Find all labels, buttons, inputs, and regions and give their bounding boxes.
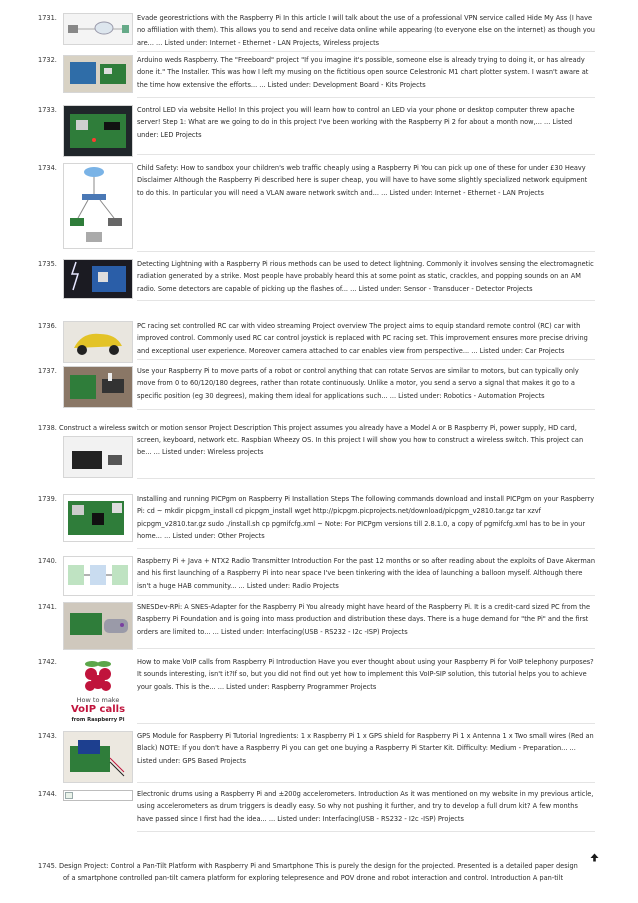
entry-number: 1735. xyxy=(38,260,57,268)
entry-description: GPS Module for Raspberry Pi Tutorial Ingredients: 1 x Raspberry Pi 1 x GPS shield for Raspberry Pi 1 x Antenna 1 x Two small wires (Red an Black) NOTE: If you don't have a Raspberry Pi you can get one buying a Raspberry Pi Starter Kit. Difficulty: Medium - Preparation... ... Listed under: GPS Based Projects xyxy=(137,732,594,765)
entry-title-line xyxy=(38,422,598,434)
raspberry-pi-board-image xyxy=(64,495,132,541)
entry-number: 1745. xyxy=(38,862,57,870)
snes-adapter-image xyxy=(64,603,132,649)
separator xyxy=(137,409,595,410)
entry-description-first-line: Construct a wireless switch or motion sensor Project Description This project assumes you already have a Model A or B Raspberry Pi, power supply, HD card, xyxy=(59,424,577,432)
separator xyxy=(137,723,595,724)
entry-thumbnail[interactable] xyxy=(63,259,133,299)
entry-thumbnail[interactable] xyxy=(63,436,133,478)
entry-number: 1740. xyxy=(38,557,57,565)
entry-description: Evade georestrictions with the Raspberry Pi In this article I will talk about the use of a professional VPN service called Hide My Ass (I have no affiliation with them). This allows you to send and receive data online while appearing (to everyone else on the internet) as though you are... ... Listed under: Internet - Ethernet - LAN Projects, Wireless projects xyxy=(137,14,595,47)
entry-number: 1741. xyxy=(38,603,57,611)
entry-description: Use your Raspberry Pi to move parts of a robot or control anything that can rotate Servos are similar to motors, but can typically only move from 0 to 60/120/180 degrees, rather than rotate continuously. Unlike a motor, you send a servo a signal that makes it go to a specific position (eg 30 degrees), making them ideal for applications such... ... Listed under: Robotics - Automation Projects xyxy=(137,367,579,400)
entry-thumbnail[interactable] xyxy=(63,55,133,93)
entry-thumbnail[interactable] xyxy=(63,494,133,542)
entry-description: Electronic drums using a Raspberry Pi and ±200g accelerometers. Introduction As it was mentioned on my website in my previous article, using accelerometers as drum triggers is deadly easy. So why not pushing it further, and try to develop a full drum kit? A few months have passed since I first had the idea... ... Listed under: Interfacing(USB - RS232 - I2c -ISP) Projects xyxy=(137,790,594,823)
entry-description: PC racing set controlled RC car with video streaming Project overview The project aims to equip standard remote control (RC) car with improved control. Commonly used RC car control joystick is replaced with PC racing set. This improvement ensures more precise driving and exceptional user experience. Moreover camera attached to car enables view from perspective... ... Listed under: Car Projects xyxy=(137,322,588,355)
entry-number: 1734. xyxy=(38,164,57,172)
entry-number: 1733. xyxy=(38,106,57,114)
separator xyxy=(137,251,595,252)
entry-number: 1744. xyxy=(38,790,57,798)
entry-description: Arduino weds Raspberry. The "Freeboard" project "If you imagine it's possible, someone else is already trying to doing it, or has already done it." The Installer. This was how I left my musing on the fictitious open source Celestronic M1 chart plotter system. I wasn't aware at the time how extensive the efforts... ... Listed under: Development Board - Kits Projects xyxy=(137,56,589,89)
separator xyxy=(137,648,595,649)
separator xyxy=(137,595,595,596)
logo-line-1: How to make xyxy=(76,696,120,704)
entry-thumbnail[interactable] xyxy=(63,657,133,725)
entry-thumbnail[interactable] xyxy=(63,163,133,249)
entry-thumbnail[interactable] xyxy=(63,556,133,596)
entry-title-line xyxy=(38,860,608,872)
entry-description: Detecting Lightning with a Raspberry Pi rious methods can be used to detect lightning. Commonly it involves sensing the electromagnetic radiation generated by a strike. Most people have probably heard this at some point as static, crackles, and popping sounds on an AM radio. Some detectors are capable of picking up the flashes of... ... Listed under: Sensor - Transducer - Detector Projects xyxy=(137,260,594,293)
separator xyxy=(137,359,595,360)
entry-thumbnail[interactable] xyxy=(63,321,133,363)
separator xyxy=(137,300,595,301)
entry-description: How to make VoIP calls from Raspberry Pi Introduction Have you ever thought about using your Raspberry Pi for VoIP telephony purposes?It sounds interesting, isn't it?If so, but you did not find out yet how to implement this VoIP-SIP solution, this tutorial helps you to achieve your goals. This is the... ... Listed under: Raspberry Programmer Projects xyxy=(137,658,594,691)
logo-line-2: VoIP calls xyxy=(70,704,126,715)
entry-number: 1742. xyxy=(38,658,57,666)
separator xyxy=(137,154,595,155)
entry-description: Control LED via website Hello! In this project you will learn how to control an LED via your phone or desktop computer threw apache server! Step 1: What are we going to do in this project I've been working with the Raspberry Pi 2 for about a month now,... ... Listed under: LED Projects xyxy=(137,106,575,139)
logo-line-3: from Raspberry Pi xyxy=(71,717,125,723)
network-diagram-image xyxy=(64,164,132,248)
separator xyxy=(137,97,595,98)
entry-description: SNESDev-RPi: A SNES-Adapter for the Raspberry Pi You already might have heard of the Raspberry Pi. It is a credit-card sized PC from the Raspberry Pi Foundation and is going into mass production and distribution these days. There is a huge demand for "the Pi" and the first orders are limited to... ... Listed under: Interfacing(USB - RS232 - I2c -ISP) Projects xyxy=(137,603,590,636)
lightning-detector-image xyxy=(64,260,132,298)
entry-number: 1737. xyxy=(38,367,57,375)
raspberry-pi-led-image xyxy=(64,106,132,156)
vpn-diagram-image xyxy=(64,14,132,44)
servo-motor-image xyxy=(64,367,132,407)
entry-thumbnail[interactable] xyxy=(63,731,133,783)
broken-image-icon[interactable] xyxy=(63,790,133,801)
entry-thumbnail[interactable] xyxy=(63,602,133,650)
entry-description: Child Safety: How to sandbox your children's web traffic cheaply using a Raspberry Pi You can pick up one of these for under £30 Heavy Disclaimer Although the Raspberry Pi described here is super cheap, you will have to have some slightly specialized network equipment to do this. In particular you will need a VLAN aware network switch and... ... Listed under: Internet - Ethernet - LAN Projects xyxy=(137,164,588,197)
gps-module-image xyxy=(64,732,132,782)
entry-number: 1732. xyxy=(38,56,57,64)
entry-number: 1731. xyxy=(38,14,57,22)
separator xyxy=(137,51,595,52)
entry-number: 1738. xyxy=(38,424,57,432)
entry-description: screen, keyboard, network etc. Raspbian Wheezy OS. In this project I will show you how to construct a wireless switch. This project can be... ... Listed under: Wireless projects xyxy=(137,436,584,457)
entry-thumbnail[interactable] xyxy=(63,366,133,408)
wireless-switch-image xyxy=(64,437,132,477)
separator xyxy=(137,782,595,783)
entry-description: Raspberry Pi + Java + NTX2 Radio Transmitter Introduction For the past 12 months or so after reading about the exploits of Dave Akerman and his first launching of a Raspberry Pi into near space I've been tinkering with the idea of launching a balloon myself. Although there isn't a huge HAB community... ... Listed under: Radio Projects xyxy=(137,557,596,590)
separator xyxy=(137,548,595,549)
separator xyxy=(137,478,595,479)
entry-description-first-line: Design Project: Control a Pan-Tilt Platform with Raspberry Pi and Smartphone This is purely the design for the projected. Presented is a detailed paper design xyxy=(59,862,578,870)
rc-car-image xyxy=(64,322,132,362)
radio-transmitter-diagram-image xyxy=(64,557,132,595)
entry-thumbnail[interactable] xyxy=(63,105,133,157)
entry-description: of a smartphone controlled pan-tilt camera platform for exploring telepresence and POV drone and robot interaction and control. Introduction A pan-tilt xyxy=(63,874,564,882)
entry-description: Installing and running PICPgm on Raspberry Pi Installation Steps The following commands download and install PICPgm on your Raspberry Pi: cd ~ mkdir picpgm_install cd picpgm_install wget http://picpgm.picprojects.net/download/picpgm_v2810.tar.gz tar xzvf picpgm_v2810.tar.gz sudo ./install.sh cp pgmifcfg.xml ~ Note: For PICPgm versions till 2.8.1.0, a copy of pgmifcfg.xml has to be in your home... ... Listed under: Other Projects xyxy=(137,495,595,541)
entry-number: 1736. xyxy=(38,322,57,330)
entry-number: 1739. xyxy=(38,495,57,503)
entry-number: 1743. xyxy=(38,732,57,740)
arduino-board-image xyxy=(64,56,132,92)
entry-thumbnail[interactable] xyxy=(63,13,133,45)
voip-raspberry-pi-logo xyxy=(64,658,132,724)
separator xyxy=(137,831,595,832)
